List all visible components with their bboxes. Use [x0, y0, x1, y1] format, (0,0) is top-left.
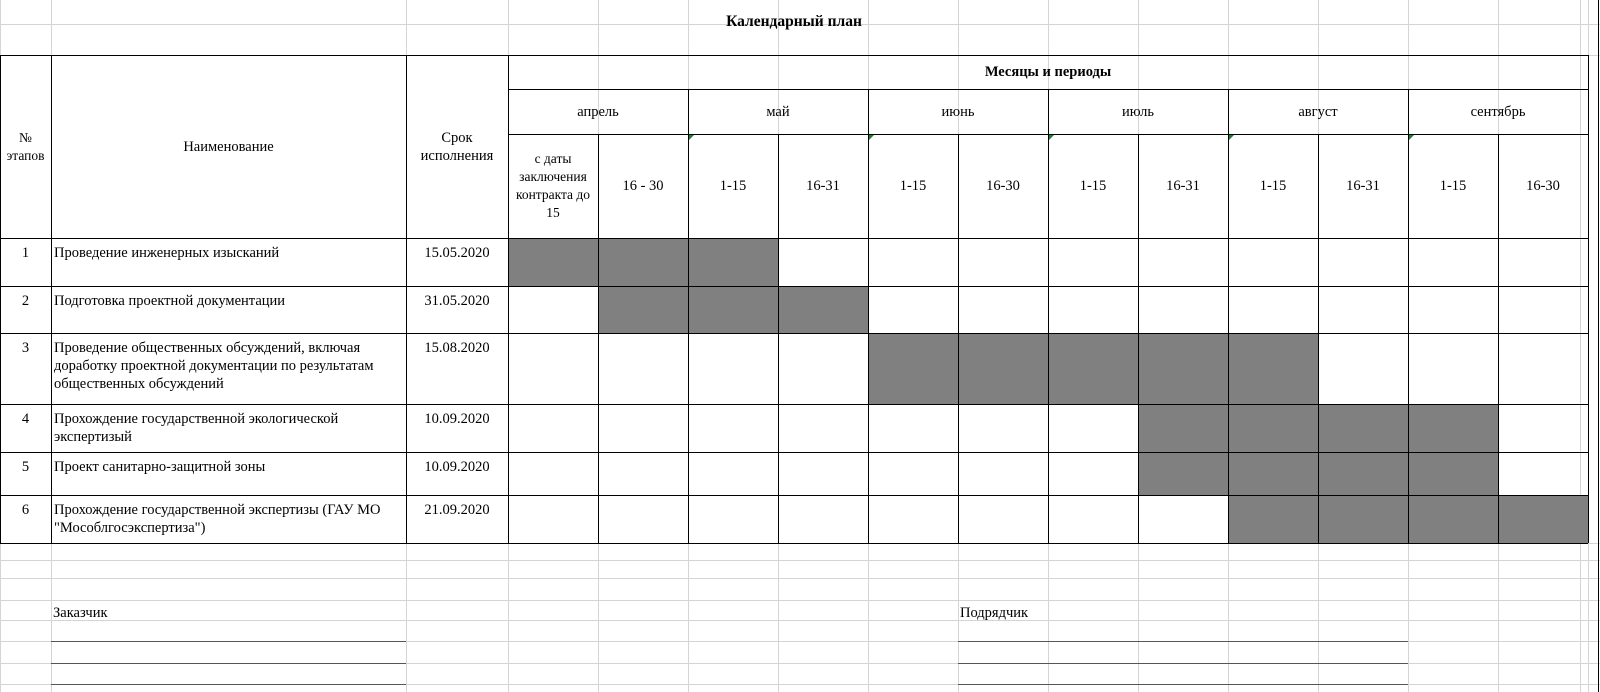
header-deadline: Срок исполнения — [420, 129, 494, 164]
customer-signature-line — [51, 663, 406, 664]
table-border — [688, 89, 689, 543]
period-header: 1-15 — [1079, 178, 1107, 194]
gantt-bar-cell — [1408, 495, 1498, 543]
contractor-signature-line — [958, 663, 1408, 664]
gantt-bar-cell — [1228, 495, 1318, 543]
table-border — [51, 55, 52, 543]
header-name: Наименование — [183, 138, 274, 155]
table-border — [1048, 89, 1049, 543]
period-header: 16-31 — [806, 178, 840, 194]
period-header: 1-15 — [899, 178, 927, 194]
stage-deadline: 10.09.2020 — [424, 411, 490, 427]
stage-name: Прохождение государственной экспертизы (ГАУ МО "Мособлгосэкспертиза") — [54, 502, 381, 536]
gantt-bar-cell — [1138, 404, 1228, 452]
period-header: 16-31 — [1166, 178, 1200, 194]
selected-cell[interactable] — [51, 495, 407, 544]
customer-signature-line — [51, 641, 406, 642]
header-stage-number: № этапов — [6, 129, 45, 163]
stage-name: Прохождение государственной экологической экспертизый — [54, 411, 339, 445]
stage-deadline: 31.05.2020 — [424, 293, 490, 309]
table-border — [0, 55, 1, 543]
table-border — [958, 134, 959, 543]
comment-marker-icon — [1409, 135, 1414, 140]
stage-number: 4 — [21, 411, 30, 427]
table-border — [0, 55, 1588, 56]
gantt-bar-cell — [1498, 495, 1588, 543]
stage-deadline: 21.09.2020 — [424, 502, 490, 518]
stage-deadline: 15.08.2020 — [424, 340, 490, 356]
period-header: 16 - 30 — [622, 178, 664, 194]
table-border — [598, 134, 599, 543]
comment-marker-icon — [1049, 135, 1054, 140]
grid-row-line — [0, 578, 1600, 579]
stage-name: Проект санитарно-защитной зоны — [54, 459, 266, 475]
period-header: 1-15 — [1259, 178, 1287, 194]
table-border — [1138, 134, 1139, 543]
period-header: 16-31 — [1346, 178, 1380, 194]
contractor-label: Подрядчик — [960, 605, 1029, 621]
contractor-signature-line — [958, 684, 1408, 685]
gantt-bar-cell — [1138, 333, 1228, 404]
stage-deadline: 15.05.2020 — [424, 245, 490, 261]
stage-name: Проведение инженерных изысканий — [54, 245, 280, 261]
gantt-bar-cell — [1228, 333, 1318, 404]
table-border — [508, 55, 509, 543]
comment-marker-icon — [1229, 135, 1234, 140]
month-header: август — [1298, 103, 1338, 120]
period-header: 16-30 — [986, 178, 1020, 194]
table-border — [0, 333, 1588, 334]
stage-number: 3 — [21, 340, 30, 356]
gantt-bar-cell — [778, 286, 868, 333]
table-border — [868, 89, 869, 543]
stage-name: Подготовка проектной документации — [54, 293, 286, 309]
gantt-bar-cell — [1318, 452, 1408, 495]
table-border — [0, 452, 1588, 453]
stage-name: Проведение общественных обсуждений, включая доработку проектной документации по результатам общественных обсуждений — [54, 340, 374, 392]
grid-row-line — [0, 600, 1600, 601]
month-header: апрель — [577, 103, 619, 120]
customer-signature-line — [51, 684, 406, 685]
comment-marker-icon — [869, 135, 874, 140]
gantt-bar-cell — [1048, 333, 1138, 404]
gantt-bar-cell — [868, 333, 958, 404]
gantt-bar-cell — [688, 238, 778, 286]
stage-number: 1 — [21, 245, 30, 261]
period-header: с даты заключения контракта до 15 — [515, 151, 591, 220]
table-border — [1408, 89, 1409, 543]
gantt-bar-cell — [1228, 404, 1318, 452]
table-border — [1228, 89, 1229, 543]
stage-number: 2 — [21, 293, 30, 309]
stage-number: 5 — [21, 459, 30, 475]
stage-deadline: 10.09.2020 — [424, 459, 490, 475]
stage-number: 6 — [21, 502, 30, 518]
grid-row-line — [0, 560, 1600, 561]
period-header: 1-15 — [1439, 178, 1467, 194]
contractor-signature-line — [958, 641, 1408, 642]
gantt-bar-cell — [1228, 452, 1318, 495]
gantt-bar-cell — [688, 286, 778, 333]
table-border — [1588, 55, 1589, 543]
gantt-bar-cell — [1408, 452, 1498, 495]
gantt-bar-cell — [1138, 452, 1228, 495]
table-border — [778, 134, 779, 543]
sheet-edge — [1598, 0, 1599, 692]
page-title: Календарный план — [726, 13, 862, 30]
gantt-bar-cell — [1318, 404, 1408, 452]
month-header: май — [766, 103, 790, 120]
gantt-bar-cell — [1318, 495, 1408, 543]
table-border — [0, 286, 1588, 287]
gantt-bar-cell — [598, 238, 688, 286]
customer-label: Заказчик — [53, 605, 108, 621]
table-border — [406, 55, 407, 543]
gantt-bar-cell — [508, 238, 598, 286]
gantt-bar-cell — [1408, 404, 1498, 452]
table-border — [0, 238, 1588, 239]
month-header: сентябрь — [1470, 103, 1526, 120]
table-border — [1498, 134, 1499, 543]
table-border — [0, 404, 1588, 405]
table-border — [1318, 134, 1319, 543]
gantt-bar-cell — [598, 286, 688, 333]
header-months-periods: Месяцы и периоды — [984, 64, 1112, 80]
period-header: 16-30 — [1526, 178, 1560, 194]
gantt-bar-cell — [958, 333, 1048, 404]
month-header: июнь — [941, 103, 975, 120]
month-header: июль — [1121, 103, 1155, 120]
period-header: 1-15 — [719, 178, 747, 194]
comment-marker-icon — [689, 135, 694, 140]
